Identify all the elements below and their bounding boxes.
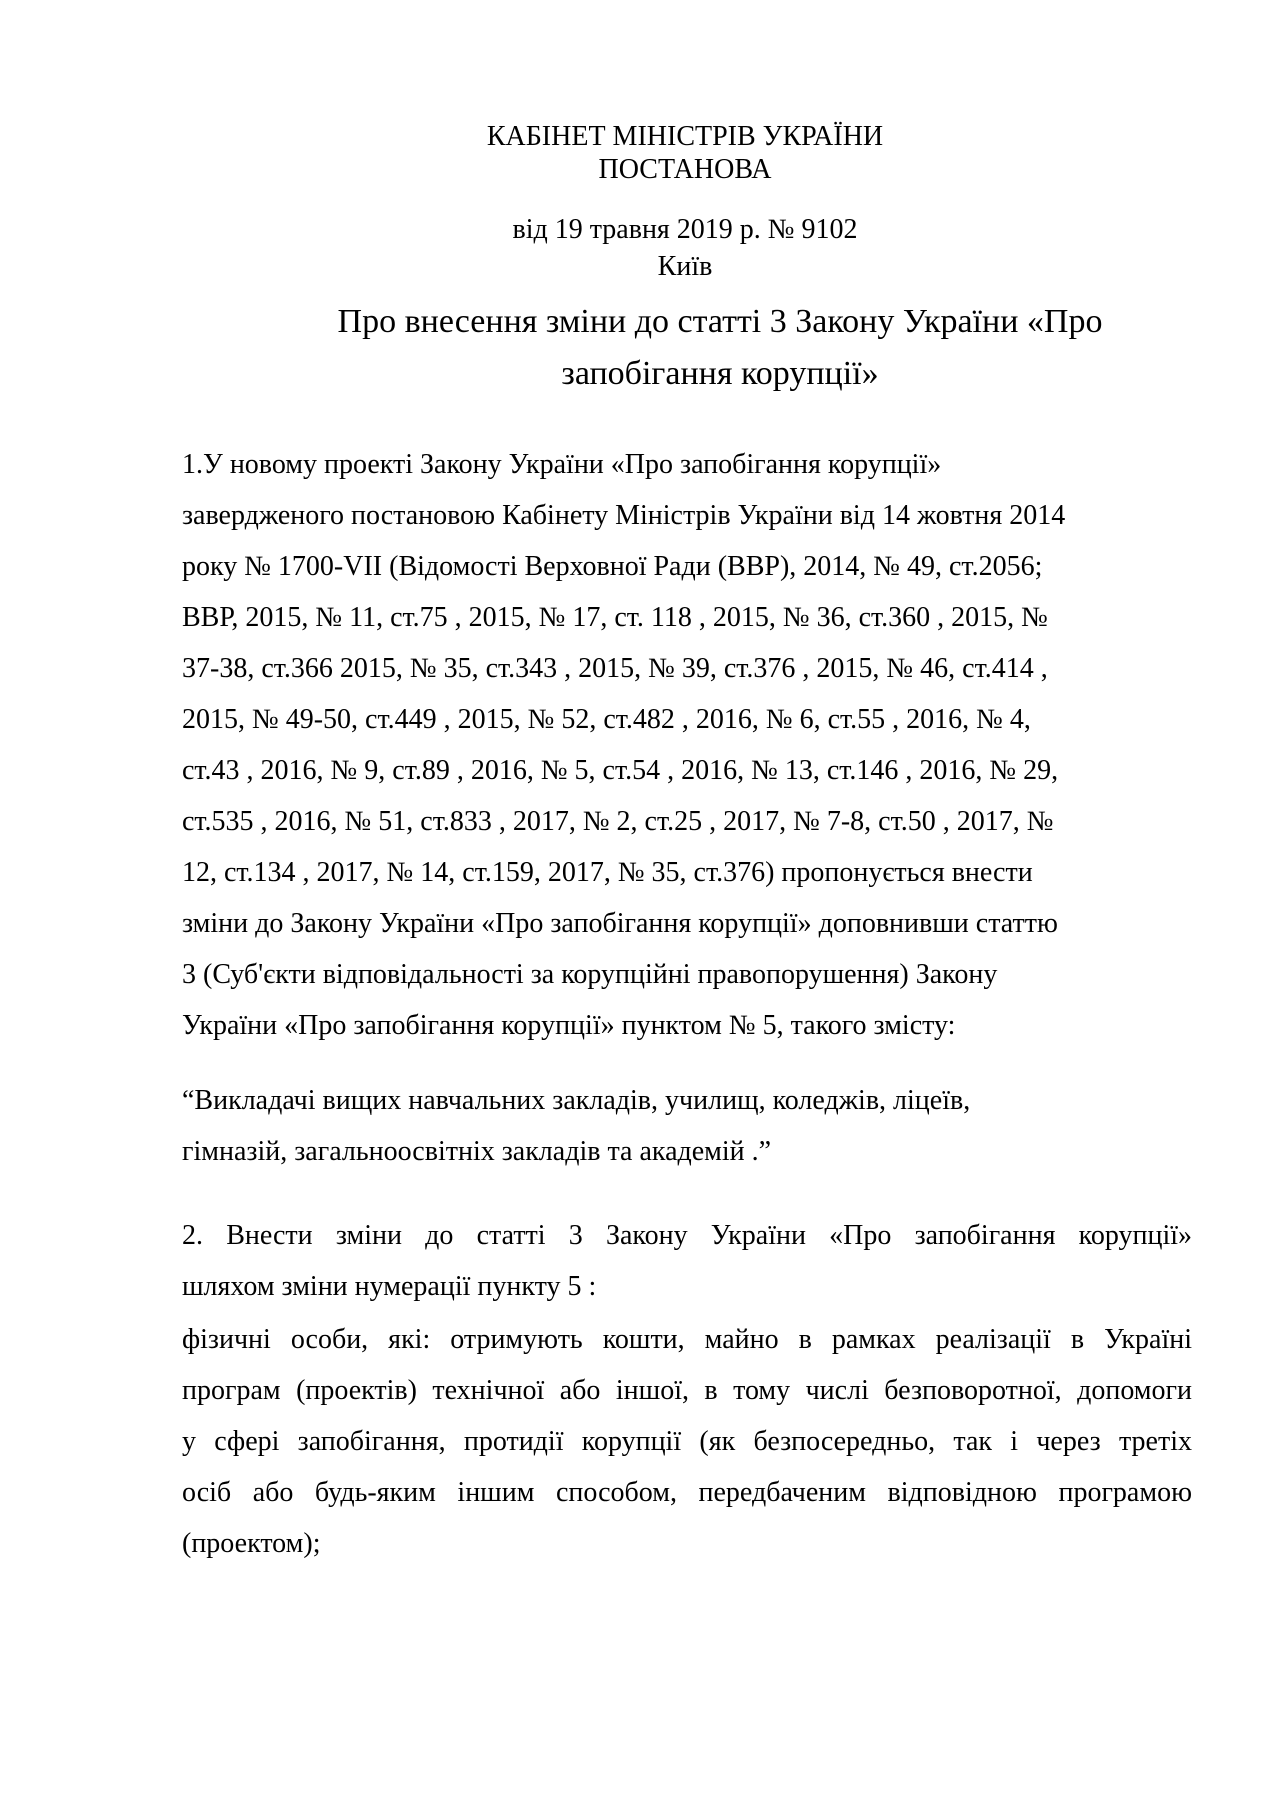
paragraph-line: програм (проектів) технічної або іншої, в тому числі безповоротної, допомоги <box>182 1375 1192 1406</box>
paragraph-line: України «Про запобігання корупції» пунктом № 5, такого змісту: <box>182 1010 956 1041</box>
paragraph-line: ст.43 , 2016, № 9, ст.89 , 2016, № 5, ст.54 , 2016, № 13, ст.146 , 2016, № 29, <box>182 755 1059 786</box>
paragraph-line: ст.535 , 2016, № 51, ст.833 , 2017, № 2, ст.25 , 2017, № 7-8, ст.50 , 2017, № <box>182 806 1054 837</box>
document-city: Київ <box>657 251 713 282</box>
paragraph-line: року № 1700-VII (Відомості Верховної Ради (ВВР), 2014, № 49, ст.2056; <box>182 551 1043 582</box>
document-type-heading: ПОСТАНОВА <box>598 154 772 185</box>
paragraph-line: 12, ст.134 , 2017, № 14, ст.159, 2017, № 35, ст.376) пропонується внести <box>182 857 1033 888</box>
paragraph-line: у сфері запобігання, протидії корупції (як безпосередньо, так і через третіх <box>182 1426 1192 1457</box>
paragraph-line: зміни до Закону України «Про запобігання корупції» доповнивши статтю <box>182 908 1058 939</box>
paragraph-line: шляхом зміни нумерації пункту 5 : <box>182 1271 597 1302</box>
document-title <box>0 296 1280 400</box>
paragraph-line: 37-38, ст.366 2015, № 35, ст.343 , 2015, № 39, ст.376 , 2015, № 46, ст.414 , <box>182 653 1048 684</box>
paragraph-line: завердженого постановою Кабінету Міністрів України від 14 жовтня 2014 <box>182 500 1066 531</box>
title-line: запобігання корупції» <box>561 355 879 392</box>
paragraph-line: 3 (Суб'єкти відповідальності за корупційні правопорушення) Закону <box>182 959 998 990</box>
paragraph-line: ВВР, 2015, № 11, ст.75 , 2015, № 17, ст. 118 , 2015, № 36, ст.360 , 2015, № <box>182 602 1048 633</box>
quote-line: “Викладачі вищих навчальних закладів, училищ, коледжів, ліцеїв, <box>182 1085 971 1116</box>
quote-line: гімназій, загальноосвітніх закладів та академій .” <box>182 1136 772 1167</box>
paragraph-line: 2. Внести зміни до статті 3 Закону України «Про запобігання корупції» <box>182 1220 1192 1251</box>
organization-heading: КАБІНЕТ МІНІСТРІВ УКРАЇНИ <box>486 121 884 152</box>
paragraph-line: 2015, № 49-50, ст.449 , 2015, № 52, ст.482 , 2016, № 6, ст.55 , 2016, № 4, <box>182 704 1031 735</box>
paragraph-1 <box>182 439 1182 1051</box>
quote-paragraph <box>182 1075 1182 1177</box>
paragraph-2 <box>182 1210 1192 1312</box>
paragraph-3 <box>182 1314 1192 1569</box>
document-date-number: від 19 травня 2019 р. № 9102 <box>512 214 858 245</box>
title-line: Про внесення зміни до статті 3 Закону України «Про <box>337 303 1103 340</box>
paragraph-line: (проектом); <box>182 1528 321 1559</box>
paragraph-line: осіб або будь-яким іншим способом, передбаченим відповідною програмою <box>182 1477 1192 1508</box>
paragraph-line: фізичні особи, які: отримують кошти, майно в рамках реалізації в Україні <box>182 1324 1192 1355</box>
paragraph-line: 1.У новому проекті Закону України «Про запобігання корупції» <box>182 449 942 480</box>
